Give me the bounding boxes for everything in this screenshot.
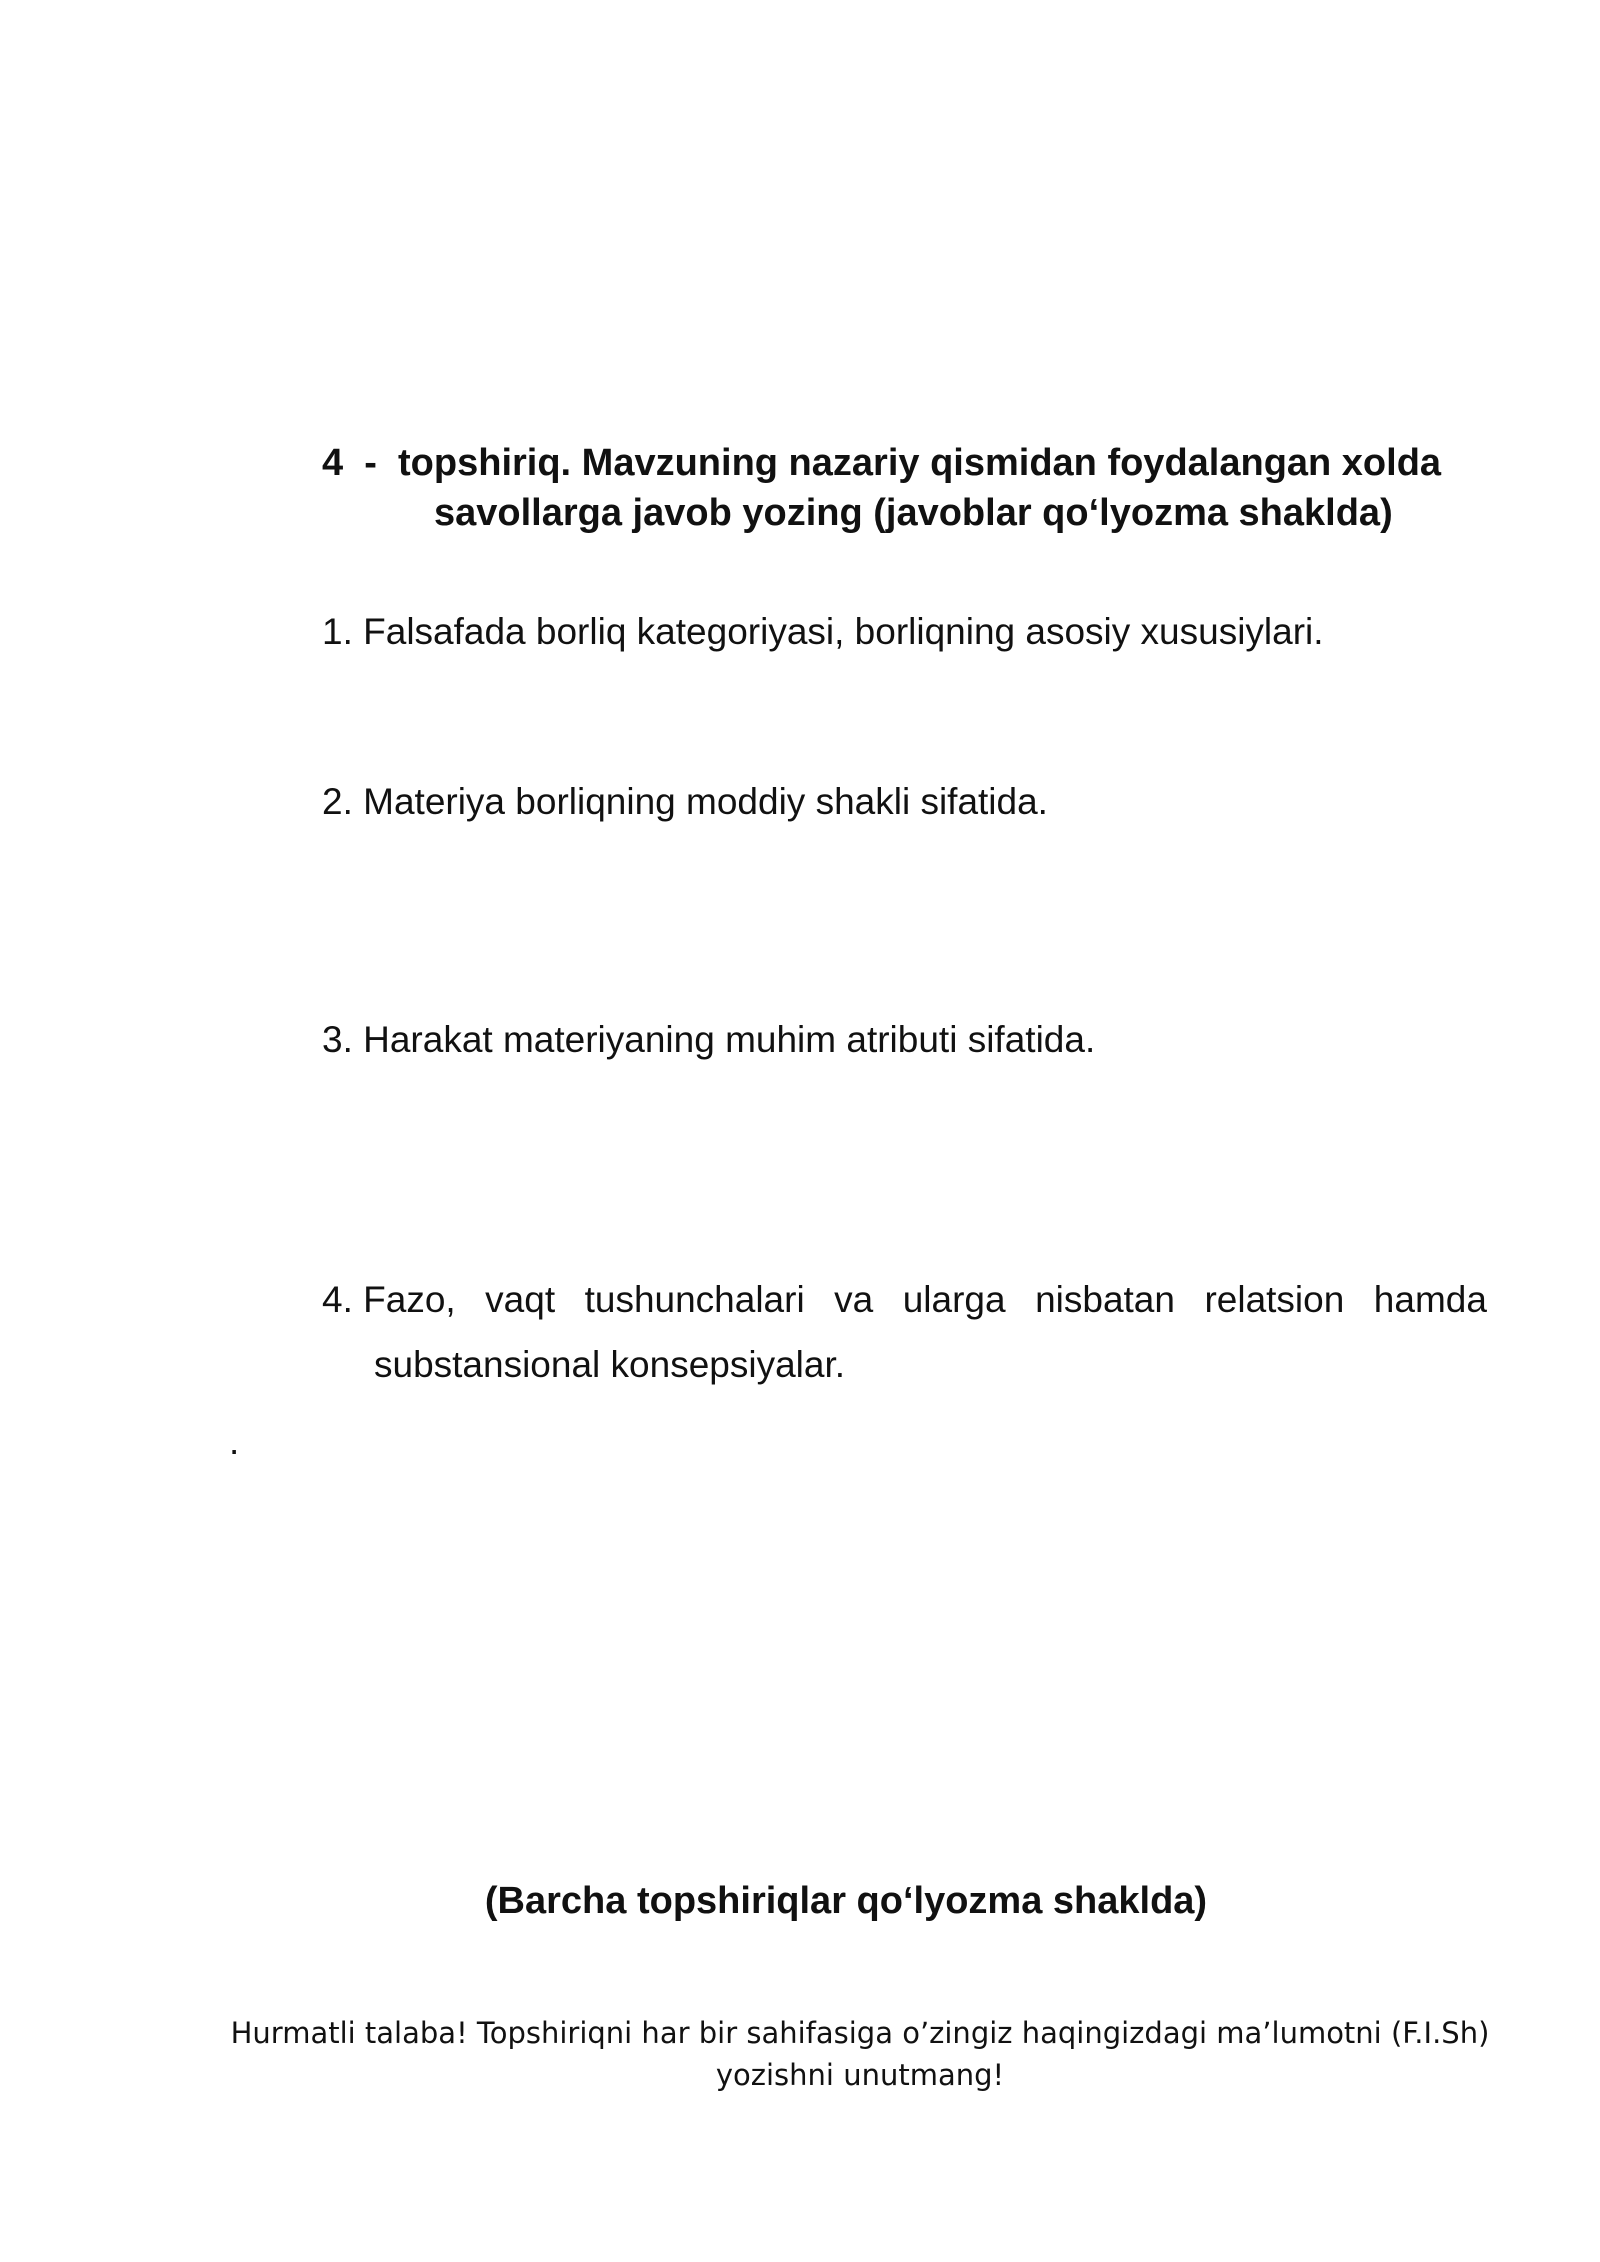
handwritten-note: (Barcha topshiriqlar qo‘lyozma shaklda) — [484, 1880, 1208, 1922]
heading-line-1: 4 - topshiriq. Mavzuning nazariy qismidan foydalangan xolda — [322, 442, 1442, 484]
question-1: 1. Falsafada borliq kategoriyasi, borliqning asosiy xususiylari. — [322, 611, 1324, 652]
reminder-line-1: Hurmatli talaba! Topshiriqni har bir sahifasiga o’zingiz haqingizdagi ma’lumotni (F.I.Sh) — [230, 2016, 1490, 2050]
assignment-heading — [322, 438, 1487, 538]
question-4-line-2: substansional konsepsiyalar. — [374, 1344, 846, 1385]
question-4 — [322, 1276, 1487, 1389]
heading-line-2: savollarga javob yozing (javoblar qo‘lyozma shaklda) — [434, 492, 1393, 534]
question-4-word: nisbatan — [1035, 1279, 1175, 1320]
question-4-line-1 — [322, 1276, 1487, 1324]
question-2: 2. Materiya borliqning moddiy shakli sifatida. — [322, 781, 1048, 822]
question-4-word: ularga — [902, 1279, 1006, 1320]
question-4-word: tushunchalari — [584, 1279, 805, 1320]
question-4-word: hamda — [1373, 1279, 1487, 1320]
question-4-word: 4. Fazo, — [322, 1279, 456, 1320]
question-4-word: relatsion — [1204, 1279, 1345, 1320]
student-reminder — [200, 2012, 1520, 2096]
question-3: 3. Harakat materiyaning muhim atributi sifatida. — [322, 1019, 1096, 1060]
reminder-line-2: yozishni unutmang! — [715, 2058, 1005, 2092]
stray-dot: . — [229, 1421, 240, 1462]
question-4-word: vaqt — [485, 1279, 556, 1320]
question-4-word: va — [834, 1279, 874, 1320]
